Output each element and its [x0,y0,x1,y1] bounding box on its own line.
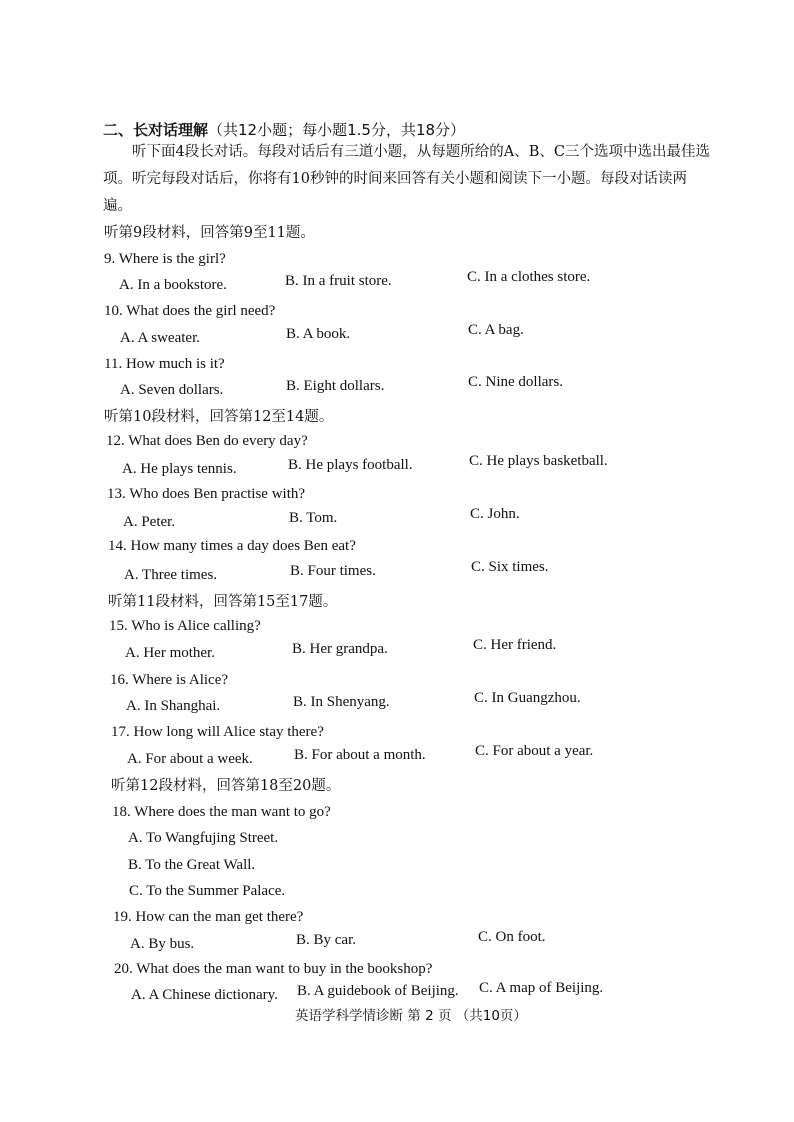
option-b: B. He plays football. [288,457,413,473]
question-text: Where is the girl? [118,251,226,267]
option-b: B. A book. [286,326,351,342]
option-a: A. A sweater. [120,330,200,346]
option-b: B. Eight dollars. [286,378,385,394]
option-a: A. Seven dollars. [120,382,224,398]
question-number: 18. [112,804,131,820]
question-text: Who does Ben practise with? [129,486,306,502]
option-a: A. Her mother. [125,645,215,661]
question-number: 11. [104,356,123,372]
question-20 [114,961,432,978]
question-number: 15. [109,618,128,634]
option-b: B. To the Great Wall. [128,857,256,873]
option-c: C. John. [470,506,520,522]
option-c: C. In Guangzhou. [474,690,581,706]
question-number: 13. [107,486,126,502]
material-heading: 听第9段材料，回答第9至11题。 [104,225,315,241]
option-c: C. To the Summer Palace. [129,883,286,899]
question-19 [113,909,303,926]
question-17 [111,724,324,741]
question-11 [104,356,225,373]
question-14 [108,538,356,555]
question-15 [109,618,261,635]
option-a: A. In Shanghai. [126,698,221,714]
option-c: C. Nine dollars. [468,374,563,390]
option-c: C. In a clothes store. [467,269,591,285]
page-footer: 英语学科学情诊断 第 2 页 （共10页） [295,1008,527,1024]
question-number: 19. [113,909,132,925]
question-text: What does the man want to buy in the bookshop? [136,961,433,977]
question-text: How much is it? [125,356,225,372]
question-text: Where is Alice? [132,672,229,688]
question-9 [104,251,226,268]
option-c: C. Her friend. [473,637,557,653]
option-a: A. A Chinese dictionary. [131,987,278,1003]
question-13 [107,486,305,503]
material-heading: 听第10段材料，回答第12至14题。 [104,409,334,425]
section-title [103,119,465,140]
section-scoring: （共12小题；每小题1.5分，共18分） [208,121,466,139]
option-a: A. Three times. [124,567,218,583]
option-a: A. Peter. [123,514,176,530]
option-b: B. In a fruit store. [285,273,392,289]
question-number: 9. [104,251,116,267]
option-c: C. On foot. [478,929,546,945]
material-heading: 听第11段材料，回答第15至17题。 [108,594,338,610]
question-number: 20. [114,961,133,977]
option-c: C. For about a year. [475,743,594,759]
question-16 [110,672,228,689]
question-text: How many times a day does Ben eat? [130,538,356,554]
question-10 [104,303,275,320]
question-number: 16. [110,672,129,688]
question-12 [106,433,308,450]
option-c: C. He plays basketball. [469,453,608,469]
option-a: A. For about a week. [127,751,253,767]
section-instructions: 听下面4段长对话。每段对话后有三道小题，从每题所给的A、B、C三个选项中选出最佳选项。听完每段对话后，你将有10秒钟的时间来回答有关小题和阅读下一小题。每段对话读两遍。 [103,144,710,214]
material-heading: 听第12段材料，回答第18至20题。 [111,778,341,794]
question-text: How can the man get there? [135,909,304,925]
option-c: C. A map of Beijing. [479,980,604,996]
question-18 [112,804,331,821]
option-a: A. In a bookstore. [119,277,227,293]
option-b: B. Four times. [290,563,376,579]
option-b: B. By car. [296,932,356,948]
question-number: 10. [104,303,123,319]
question-number: 17. [111,724,130,740]
section-heading: 二、长对话理解 [103,121,209,139]
option-a: A. To Wangfujing Street. [128,830,279,846]
question-number: 14. [108,538,127,554]
question-number: 12. [106,433,125,449]
option-b: B. For about a month. [294,747,426,763]
option-c: C. A bag. [468,322,524,338]
option-c: C. Six times. [471,559,549,575]
question-text: What does the girl need? [126,303,276,319]
option-b: B. Tom. [289,510,338,526]
question-text: Who is Alice calling? [131,618,261,634]
option-b: B. Her grandpa. [292,641,388,657]
question-text: How long will Alice stay there? [133,724,324,740]
option-b: B. A guidebook of Beijing. [297,983,459,999]
question-text: Where does the man want to go? [134,804,331,820]
option-a: A. He plays tennis. [122,461,237,477]
option-a: A. By bus. [130,936,195,952]
option-b: B. In Shenyang. [293,694,390,710]
question-text: What does Ben do every day? [128,433,308,449]
